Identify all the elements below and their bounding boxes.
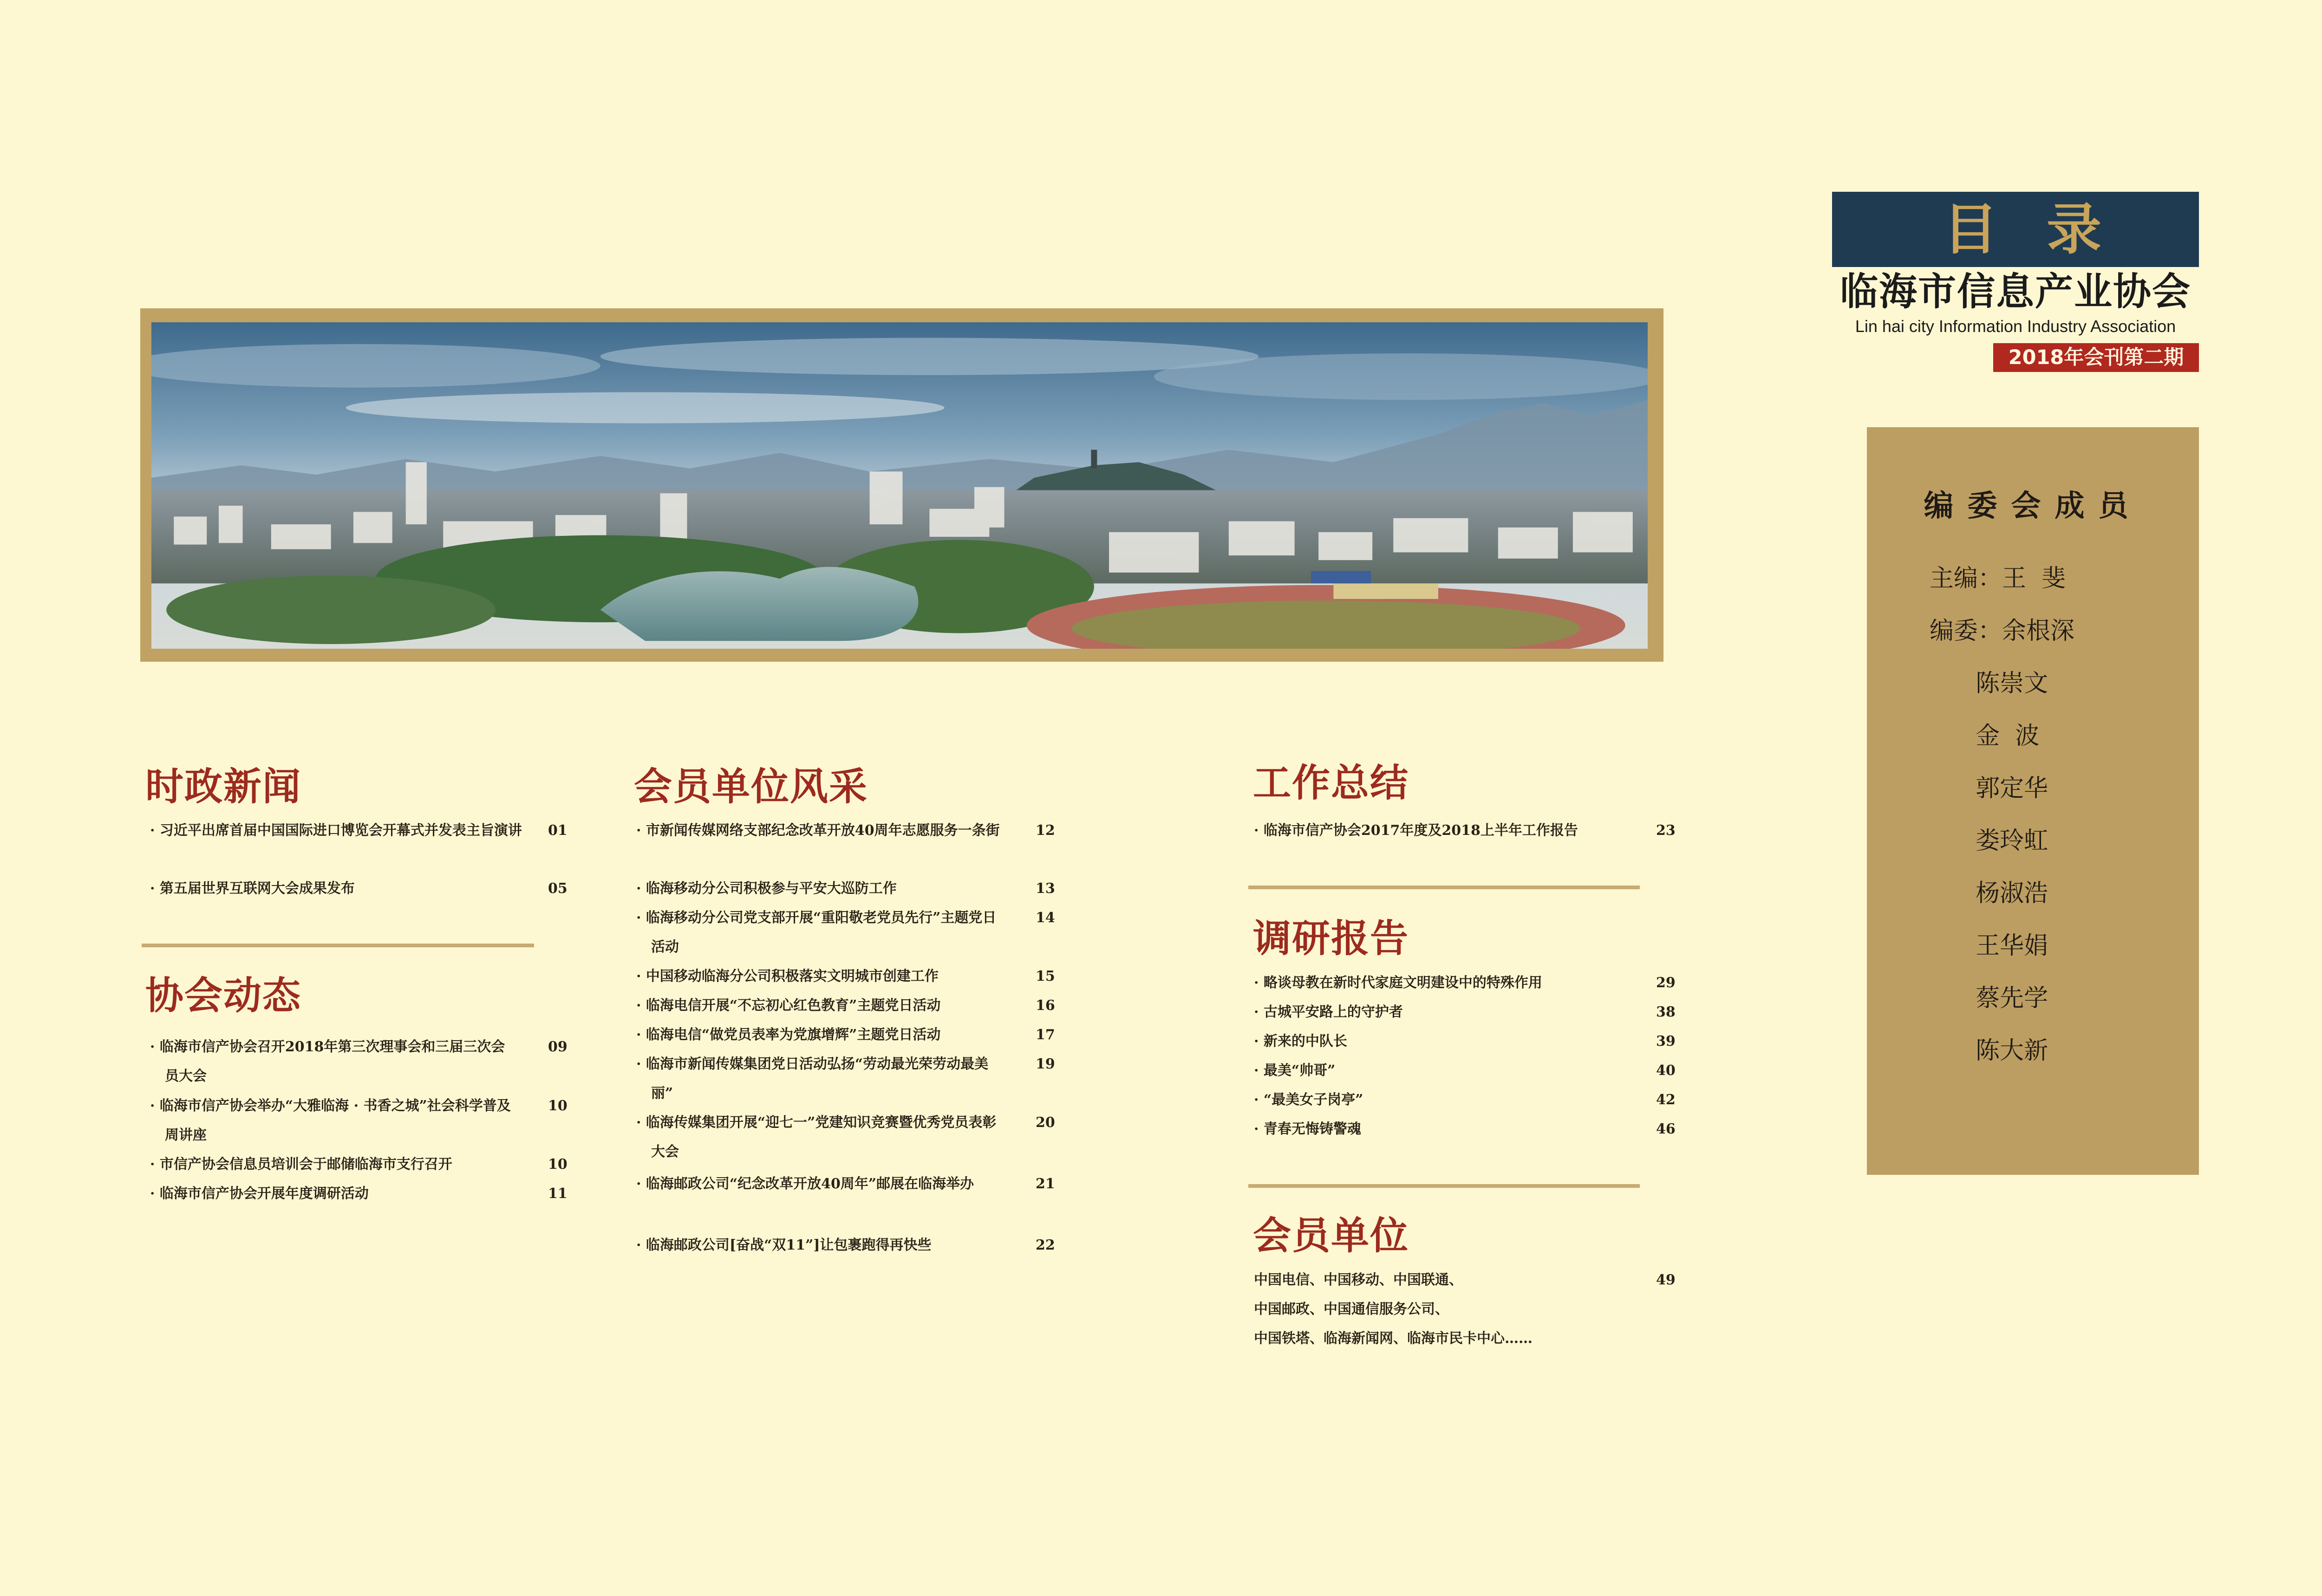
board-member-line: 杨淑浩: [1930, 879, 2048, 907]
board-member-line: 金 波: [1930, 722, 2040, 750]
toc-entry-text: · 临海邮政公司[奋战“双11”]让包裹跑得再快些: [636, 1237, 932, 1253]
toc-entry-page: 16: [1036, 997, 1055, 1014]
toc-entry-page: 09: [548, 1039, 567, 1055]
toc-entry-page: 22: [1036, 1237, 1055, 1253]
toc-header-bar: [1832, 192, 2199, 267]
toc-entry-text: · 临海市信产协会召开2018年第三次理事会和三届三次会员大会: [150, 1039, 505, 1084]
toc-entry-page: 46: [1656, 1121, 1676, 1137]
toc-entry-page: 29: [1656, 975, 1676, 991]
association-name-en: Lin hai city Information Industry Association: [1855, 317, 2176, 336]
toc-entry-page: 38: [1656, 1004, 1676, 1020]
toc-entry-page: 10: [548, 1156, 567, 1173]
toc-entry[interactable]: [1254, 1056, 1676, 1085]
toc-entry-page: 19: [1036, 1056, 1055, 1072]
member-units-line: 中国电信、中国移动、中国联通、: [1254, 1272, 1463, 1288]
toc-title: 目录: [1943, 197, 2150, 261]
toc-entry-text: · 习近平出席首届中国国际进口博览会开幕式并发表主旨演讲: [150, 822, 522, 839]
toc-entry-text: · 临海市新闻传媒集团党日活动弘扬“劳动最光荣劳动最美丽”: [636, 1056, 989, 1101]
toc-entry-text: · 临海邮政公司“纪念改革开放40周年”邮展在临海举办: [636, 1176, 974, 1192]
toc-entry[interactable]: [636, 1108, 1055, 1166]
toc-entry-text: · 新来的中队长: [1254, 1033, 1347, 1049]
toc-entry[interactable]: [636, 903, 1055, 962]
toc-entry-page: 21: [1036, 1176, 1055, 1192]
toc-entry-page: 01: [548, 822, 567, 839]
toc-entry[interactable]: [636, 1169, 1055, 1199]
toc-entry-text: · 临海市信产协会举办“大雅临海 · 书香之城”社会科学普及周讲座: [150, 1098, 511, 1143]
member-units-line: 中国邮政、中国通信服务公司、: [1254, 1301, 1449, 1317]
toc-entry[interactable]: [636, 1231, 1055, 1260]
board-member-line: 蔡先学: [1930, 984, 2048, 1012]
toc-entry-text: · 临海电信开展“不忘初心红色教育”主题党日活动: [636, 997, 941, 1014]
section-title-politics: 时政新闻: [145, 764, 302, 809]
toc-entry-text: · 青春无悔铸警魂: [1254, 1121, 1361, 1137]
section-title-members-style: 会员单位风采: [634, 764, 868, 809]
toc-entry-page: 11: [548, 1186, 567, 1202]
toc-entry-page: 20: [1036, 1114, 1055, 1131]
toc-entry-page: 40: [1656, 1062, 1676, 1079]
toc-entry-text: · 第五届世界互联网大会成果发布: [150, 880, 355, 897]
toc-entry[interactable]: [636, 991, 1055, 1020]
toc-entry-text: · 中国移动临海分公司积极落实文明城市创建工作: [636, 968, 939, 984]
divider: [142, 944, 534, 947]
toc-entry-text: · “最美女子岗亭”: [1254, 1092, 1363, 1108]
toc-entry[interactable]: [1254, 968, 1676, 997]
toc-entry[interactable]: [150, 1032, 567, 1091]
board-member-line: 郭定华: [1930, 775, 2048, 802]
toc-entry-text: · 市信产协会信息员培训会于邮储临海市支行召开: [150, 1156, 452, 1173]
issue-badge: 2018年会刊第二期: [1993, 343, 2199, 372]
toc-entry-text: · 临海电信“做党员表率为党旗增辉”主题党日活动: [636, 1027, 941, 1043]
toc-entry[interactable]: [1254, 1114, 1676, 1144]
toc-entry[interactable]: [1254, 997, 1676, 1027]
toc-entry-text: · 略谈母教在新时代家庭文明建设中的特殊作用: [1254, 975, 1542, 991]
toc-entry-text: · 临海移动分公司积极参与平安大巡防工作: [636, 880, 897, 897]
toc-entry-text: · 临海移动分公司党支部开展“重阳敬老党员先行”主题党日活动: [636, 910, 997, 955]
board-member-line: 娄玲虹: [1930, 827, 2048, 855]
toc-entry-page: 17: [1036, 1027, 1055, 1043]
toc-entry-page: 14: [1036, 910, 1055, 926]
toc-entry-text: · 最美“帅哥”: [1254, 1062, 1336, 1079]
board-member-line: 编委：余根深: [1930, 617, 2075, 645]
toc-entry[interactable]: [150, 874, 567, 903]
toc-entry[interactable]: [1254, 1085, 1676, 1114]
section-title-summary: 工作总结: [1253, 761, 1409, 805]
toc-entry-text: · 临海市信产协会2017年度及2018上半年工作报告: [1254, 822, 1578, 839]
toc-entry[interactable]: [150, 1179, 567, 1208]
section-title-association: 协会动态: [145, 973, 302, 1018]
divider: [1248, 886, 1640, 889]
toc-entry-page: 15: [1036, 968, 1055, 984]
divider: [1248, 1184, 1640, 1188]
toc-entry[interactable]: [636, 962, 1055, 991]
association-name-cn: 临海市信息产业协会: [1839, 270, 2191, 314]
toc-entry[interactable]: [150, 816, 567, 845]
toc-entry-page: 42: [1656, 1092, 1676, 1108]
toc-entry-page: 10: [548, 1098, 567, 1114]
editorial-board-title: 编委会成员: [1924, 489, 2142, 523]
toc-entry[interactable]: [636, 874, 1055, 903]
toc-entry-text: · 临海市信产协会开展年度调研活动: [150, 1186, 369, 1202]
board-member-line: 主编：王 斐: [1930, 565, 2066, 593]
toc-entry-text: · 古城平安路上的守护者: [1254, 1004, 1403, 1020]
toc-entry-page: 12: [1036, 822, 1055, 839]
board-member-line: 王华娟: [1930, 932, 2048, 960]
board-member-line: 陈崇文: [1930, 670, 2048, 697]
panorama-photo: [140, 308, 1663, 662]
toc-entry[interactable]: [636, 816, 1055, 845]
toc-entry-page: 13: [1036, 880, 1055, 897]
toc-entry-page: 39: [1656, 1033, 1676, 1049]
toc-entry[interactable]: [1254, 816, 1676, 845]
editorial-board-panel: [1867, 427, 2199, 1175]
section-title-members: 会员单位: [1253, 1213, 1409, 1258]
toc-entry-page: 49: [1656, 1272, 1676, 1288]
toc-entry[interactable]: [1254, 1027, 1676, 1056]
toc-entry[interactable]: [150, 1150, 567, 1179]
toc-entry-text: · 临海传媒集团开展“迎七一”党建知识竞赛暨优秀党员表彰大会: [636, 1114, 997, 1160]
section-title-research: 调研报告: [1253, 916, 1409, 961]
member-units-line: 中国铁塔、临海新闻网、临海市民卡中心……: [1254, 1330, 1533, 1347]
toc-entry-text: · 市新闻传媒网络支部纪念改革开放40周年志愿服务一条街: [636, 822, 1000, 839]
toc-entry[interactable]: [636, 1020, 1055, 1049]
board-member-line: 陈大新: [1930, 1037, 2048, 1065]
city-panorama-image: [151, 322, 1648, 649]
toc-entry[interactable]: [636, 1049, 1055, 1108]
toc-entry-page: 23: [1656, 822, 1676, 839]
toc-entry[interactable]: [150, 1091, 567, 1150]
toc-entry-page: 05: [548, 880, 567, 897]
